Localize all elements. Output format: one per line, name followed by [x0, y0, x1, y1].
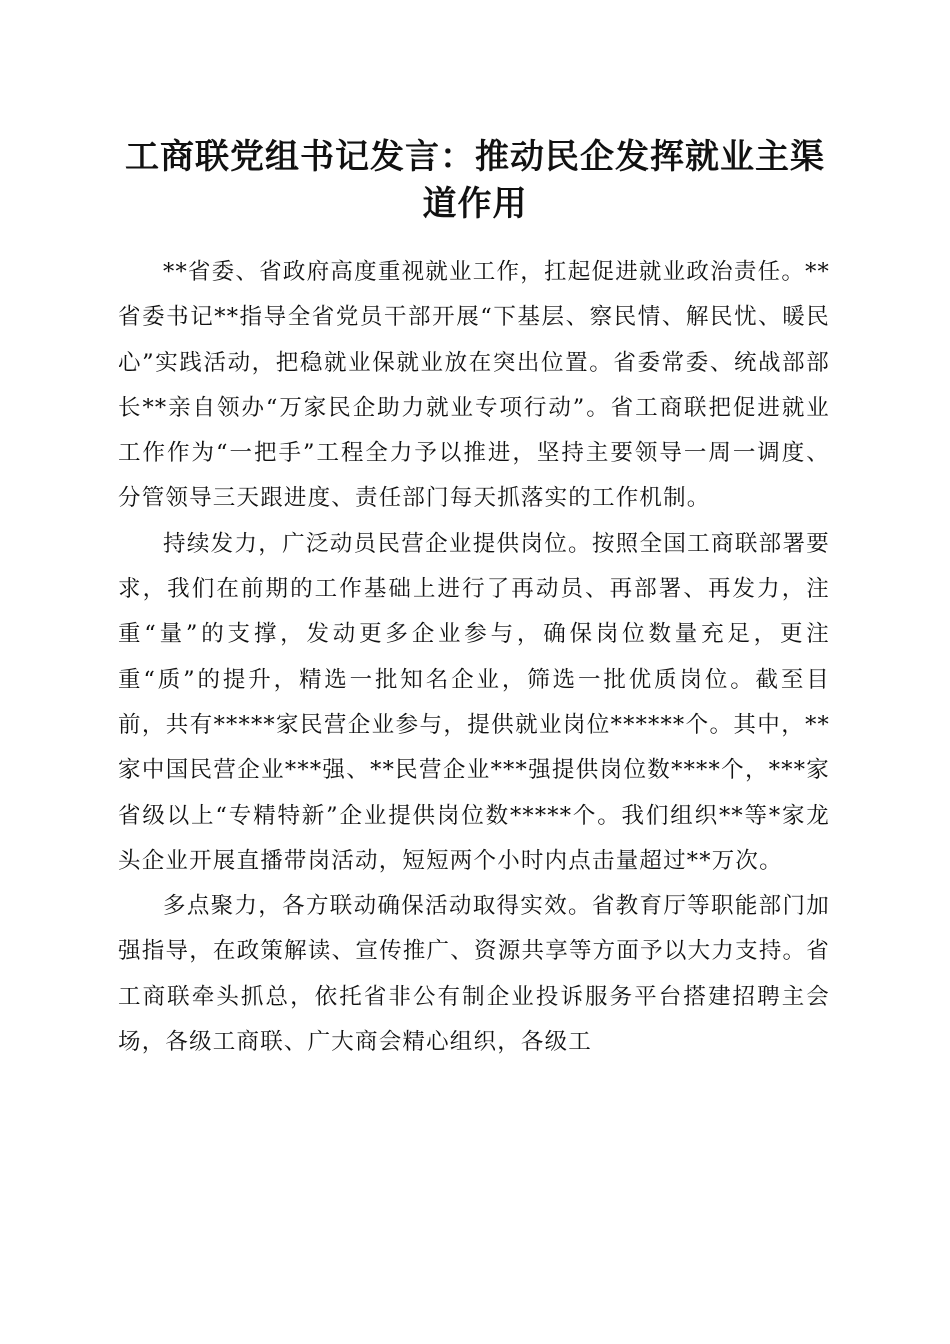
paragraph-2: 持续发力，广泛动员民营企业提供岗位。按照全国工商联部署要求，我们在前期的工作基础上进行了再动员、再部署、再发力，注重“量”的支撑，发动更多企业参与，确保岗位数量充足，更注重“质”的提升，精选一批知名企业，筛选一批优质岗位。截至目前，共有*****家民营企业参与，提供就业岗位******个。其中，**家中国民营企业***强、**民营企业***强提供岗位数****个，***家省级以上“专精特新”企业提供岗位数*****个。我们组织**等*家龙头企业开展直播带岗活动，短短两个小时内点击量超过**万次。 [118, 530, 830, 874]
paragraph-1: **省委、省政府高度重视就业工作，扛起促进就业政治责任。**省委书记**指导全省党员干部开展“下基层、察民情、解民忧、暖民心”实践活动，把稳就业保就业放在突出位置。省委常委、统战部部长**亲自领办“万家民企助力就业专项行动”。省工商联把促进就业工作作为“一把手”工程全力予以推进，坚持主要领导一周一调度、分管领导三天跟进度、责任部门每天抓落实的工作机制。 [118, 259, 830, 512]
document-title: 工商联党组书记发言：推动民企发挥就业主渠道作用 [125, 137, 825, 224]
document-body [118, 250, 830, 1065]
paragraph-3: 多点聚力，各方联动确保活动取得实效。省教育厅等职能部门加强指导，在政策解读、宣传推广、资源共享等方面予以大力支持。省工商联牵头抓总，依托省非公有制企业投诉服务平台搭建招聘主会场，各级工商联、广大商会精心组织，各级工 [118, 893, 830, 1056]
